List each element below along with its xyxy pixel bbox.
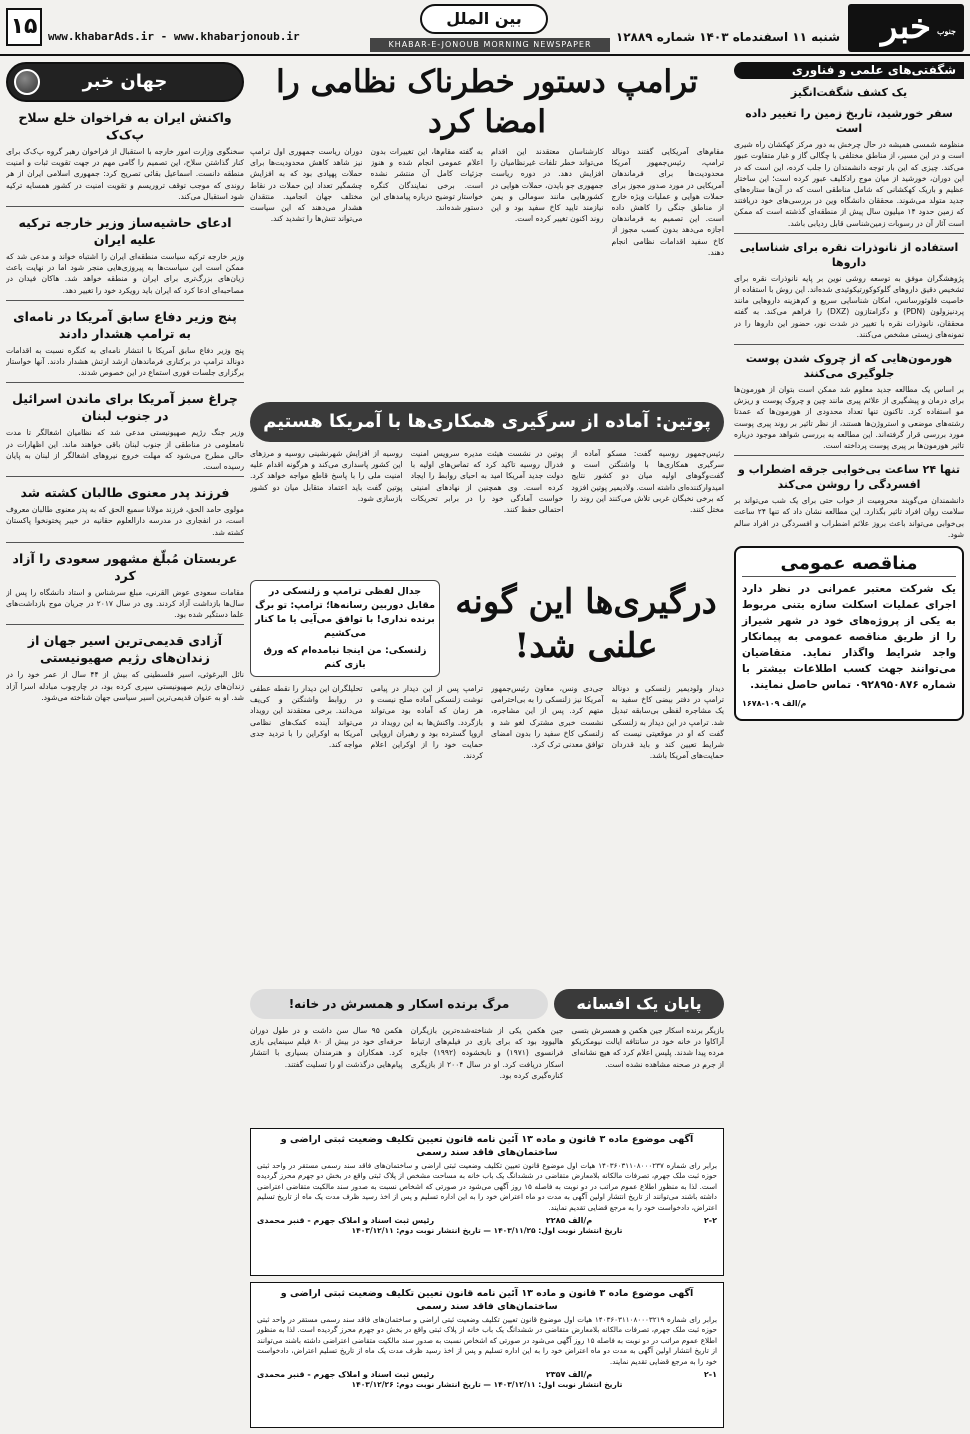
ad-code: م/الف ۲۲۸۵	[545, 1216, 593, 1226]
logo-subtext: جنوب	[936, 26, 956, 36]
ad-turn: ۲-۱	[703, 1370, 717, 1380]
hackman-banner-subtitle: مرگ برنده اسکار و همسرش در خانه!	[250, 989, 548, 1019]
tender-ad	[734, 546, 964, 721]
article-headline: ادعای حاشیه‌ساز وزیر خارجه ترکیه علیه ایران	[18, 215, 232, 248]
divider	[6, 476, 244, 477]
world-news-tab	[6, 62, 244, 102]
ad-footer	[257, 1370, 717, 1380]
article-body: پنج وزیر دفاع سابق آمریکا با انتشار نامه‌ای به کنگره نسبت به اقدامات دونالد ترامپ در برکناری فرماندهان ارشد ارتش هشدار دادند. آنها خواستار برگزاری جلسات فوری استماع در این خصوص شدند.	[6, 345, 244, 378]
article-body: نائل البرغوثی، اسیر فلسطینی که بیش از ۴۴ سال از عمر خود را در زندان‌های رژیم صهیونیستی سپری کرده بود، در چارچوب مبادله اسرا آزاد شد. او به عنوان قدیمی‌ترین اسیر سیاسی جهان شناخته می‌شود.	[6, 670, 244, 702]
ad-turn: ۲-۲	[703, 1216, 717, 1226]
article-headline: تنها ۲۴ ساعت بی‌خوابی جرقه اضطراب و افسردگی را روشن می‌کند	[738, 463, 960, 492]
article-body: وزیر خارجه ترکیه سیاست منطقه‌ای ایران را اشتباه خواند و مدعی شد که ممکن است این سیاست‌ها به پیروزی‌هایی منجر شود اما در نهایت باعث زیان‌های بزرگ‌تری برای ایران و منطقه خواهد شد. هاکان فیدان در مصاحبه‌ای ادعا کرد که ایران باید رویکرد خود را تغییر دهد.	[6, 252, 244, 295]
ad-footer	[257, 1216, 717, 1226]
article-body: منظومه شمسی همیشه در حال چرخش به دور مرکز کهکشان راه شیری است و در این مسیر، از مناطق مختلفی با چگالی گاز و غبار متفاوت عبور می‌کند. چیزی که این بار توجه دانشمندان را جلب کرده، این است که در این دوران، خورشید از میان موج رادکلیف عبور کرده است؛ این ساختار عظیم و باریک کهکشانی که شامل مناطقی است که در آن‌ها ستاره‌های جدید متولد می‌شوند. محققان دانشگاه وین در بررسی‌های خود دریافتند که زمین حدود ۱۴ میلیون سال پیش از منطقه‌ای گذشته است که ممکن است آثار آن در رسوبات زمین‌شناسی قابل ردیابی باشد.	[734, 140, 964, 228]
story-column: رئیس‌جمهور روسیه گفت: مسکو آماده از سرگیری همکاری‌ها با واشنگتن است و گفت‌وگوهای اولیه میان دو کشور نتایج امیدوارکننده‌ای داشته است. ولادیمیر پوتین افزود که برخی نخبگان غربی تلاش می‌کنند این روند را مختل کنند.	[571, 449, 724, 515]
globe-icon	[14, 69, 40, 95]
world-news-column	[6, 62, 244, 1426]
article-body: وزیر جنگ رژیم صهیونیستی مدعی شد که نظامیان اشغالگر تا مدت نامعلومی در مناطقی از جنوب لبنان باقی خواهند ماند. این اظهارات در حالی مطرح می‌شود که مهلت خروج نیروهای اشغالگر از لبنان به پایان رسیده است.	[6, 428, 244, 472]
logo-text: خبر	[880, 7, 932, 47]
divider	[6, 382, 244, 383]
divider	[6, 300, 244, 301]
putin-banner: پوتین: آماده از سرگیری همکاری‌ها با آمریکا هستیم	[250, 402, 724, 442]
article-body: مولوی حامد الحق، فرزند مولانا سمیع الحق که به پدر معنوی طالبان معروف است، در انفجاری در مدرسه دارالعلوم حقانیه در خیبر پختونخوا پاکستان کشته شد.	[6, 505, 244, 537]
main-headline: ترامپ دستور خطرناک نظامی را امضا کرد	[276, 64, 698, 140]
center-stories	[250, 62, 724, 1122]
story-column: دوران ریاست جمهوری اول ترامپ نیز شاهد کاهش محدودیت‌ها برای حملات پهپادی بود که به افزایش چشمگیر تعداد این حملات در نقاط مختلف جهان انجامید. منتقدان هشدار می‌دهند که این سیاست می‌تواند تنش‌ها را تشدید کند.	[250, 147, 363, 224]
hackman-banner	[250, 989, 724, 1019]
story-column: بازیگر برنده اسکار جین هکمن و همسرش بتسی آراکاوا در خانه خود در سانتافه ایالت نیومکزیکو مرده پیدا شدند. پلیس اعلام کرد که هیچ نشانه‌ای از جرم در صحنه مشاهده نشده است.	[571, 1026, 724, 1069]
divider	[734, 344, 964, 345]
hackman-story	[250, 1025, 724, 1121]
legal-ad	[250, 1282, 724, 1428]
divider	[734, 455, 964, 456]
newspaper-english-name: KHABAR-E-JONOUB MORNING NEWSPAPER	[370, 38, 610, 52]
divider	[734, 233, 964, 234]
legal-ad	[250, 1128, 724, 1276]
ad-code: م/الف ۲۳۵۷	[545, 1370, 593, 1380]
zelensky-headline-area	[448, 580, 724, 677]
article-headline: سفر خورشید، تاریخ زمین را تغییر داده است	[745, 107, 953, 136]
quote-text-2: زلنسکی: من اینجا نیامده‌ام که ورق بازی کنم	[263, 645, 427, 670]
section-title: بین الملل	[420, 4, 548, 34]
tender-title: مناقصه عمومی	[742, 552, 956, 577]
page-number: ۱۵	[6, 8, 42, 46]
zelensky-headline: درگیری‌ها این گونه علنی شد!	[455, 582, 717, 666]
ad-dates: تاریخ انتشار نوبت اول: ۱۴۰۳/۱۲/۱۱ — تاریخ انتشار نوبت دوم: ۱۴۰۳/۱۲/۲۶	[351, 1380, 623, 1390]
masthead	[0, 0, 970, 56]
story-column: جی‌دی ونس، معاون رئیس‌جمهور آمریکا نیز زلنسکی را به بی‌احترامی متهم کرد. پس از این مشاجره، نشست خبری مشترک لغو شد و زلنسکی کاخ سفید را بدون امضای توافق معدنی ترک کرد.	[491, 684, 604, 750]
ad-signer: رئیس ثبت اسناد و املاک جهرم - قنبر محمدی	[257, 1370, 435, 1380]
story-column: روسیه از افزایش شهرنشینی روسیه و مرزهای این کشور پاسداری می‌کند و هرگونه اقدام علیه امنیت ملی را با پاسخ قاطع مواجه خواهد کرد. پوتین گفت باید اعتماد متقابل میان دو کشور بازسازی شود.	[249, 449, 403, 503]
putin-story	[250, 448, 724, 574]
story-column: پوتین در نشست هیئت مدیره سرویس امنیت فدرال روسیه تاکید کرد که تماس‌های اولیه با دولت جدید آمریکا امید به احیای روابط را ایجاد کرده است. وی همچنین از نهادهای امنیتی خواست آمادگی خود را در برابر تحریکات احتمالی حفظ کنند.	[410, 449, 564, 515]
article-headline: چراغ سبز آمریکا برای ماندن اسرائیل در جنوب لبنان	[12, 391, 238, 424]
story-column: مقام‌های آمریکایی گفتند دونالد ترامپ، رئیس‌جمهور آمریکا محدودیت‌ها برای فرماندهان آمریکایی در مورد صدور مجوز برای حملات هوایی و عملیات ویژه خارج از مناطق جنگی را کاهش داده است. این تصمیم به فرماندهان اجازه می‌دهد بدون کسب مجوز از کاخ سفید اقدامات نظامی انجام دهند.	[611, 147, 724, 257]
science-section-tab: شگفتی‌های علمی و فناوری	[734, 62, 964, 79]
article-headline: واکنش ایران به فراخوان خلع سلاح پ‌ک‌ک	[18, 110, 232, 142]
trump-story	[250, 146, 724, 396]
story-column: دیدار ولودیمیر زلنسکی و دونالد ترامپ در دفتر بیضی کاخ سفید به یک مشاجره لفظی بی‌سابقه تبدیل شد. ترامپ در این دیدار به زلنسکی گفت که او در موقعیتی نیست که شرایط تعیین کند و باید قدردان حمایت‌های آمریکا باشد.	[611, 684, 724, 761]
hackman-banner-title: پایان یک افسانه	[554, 989, 724, 1019]
article-headline: عربستان مُبلّغ مشهور سعودی را آزاد کرد	[12, 550, 238, 583]
ad-dates: تاریخ انتشار نوبت اول: ۱۴۰۳/۱۱/۲۵ — تاریخ انتشار نوبت دوم: ۱۴۰۳/۱۲/۱۱	[351, 1226, 623, 1236]
article-headline: هورمون‌هایی که از چروک شدن پوست جلوگیری می‌کنند	[745, 352, 953, 381]
story-column: تحلیلگران این دیدار را نقطه عطفی در روابط واشنگتن و کی‌یف می‌دانند. برخی معتقدند این رویداد می‌تواند آینده کمک‌های نظامی آمریکا به اوکراین را با تردید جدی مواجه کند.	[250, 684, 363, 750]
ad-body: برابر رای شماره ۱۴۰۳۶۰۳۱۱۰۸۰۰۰۲۳۷ هیات اول موضوع قانون تعیین تکلیف وضعیت ثبتی اراضی و ساختمان‌های فاقد سند رسمی مستقر در واحد ثبتی حوزه ثبت ملک جهرم، تصرفات مالکانه بلامعارض متقاضی در ششدانگ یک باب خانه به مساحت مشخص از پلاک ثبتی واقع در بخش دو جهرم محرز گردیده است. لذا به منظور اطلاع عموم مراتب در دو نوبت به فاصله ۱۵ روز آگهی می‌شود در صورتی که اشخاص نسبت به صدور سند مالکیت متقاضی اعتراضی داشته باشند می‌توانند از تاریخ انتشار اولین آگهی به مدت دو ماه اعتراض خود را به این اداره تسلیم و پس از اخذ رسید ظرف مدت یک ماه از تاریخ تسلیم اعتراض، دادخواست خود را به مرجع قضایی تقدیم نمایند.	[257, 1161, 717, 1212]
story-column: کارشناسان معتقدند این اقدام می‌تواند خطر تلفات غیرنظامیان را افزایش دهد. در دوره ریاست جمهوری جو بایدن، حملات هوایی در کشورهایی مانند سومالی و یمن نیازمند تایید کاخ سفید بود و این روند اکنون تغییر کرده است.	[491, 147, 604, 224]
divider	[6, 542, 244, 543]
quote-box	[250, 580, 440, 677]
ad-title: آگهی موضوع ماده ۳ قانون و ماده ۱۳ آئین نامه قانون تعیین تکلیف وضعیت ثبتی اراضی و ساختمان‌های فاقد سند رسمی	[280, 1288, 694, 1312]
world-news-label: جهان خبر	[82, 71, 168, 92]
divider	[6, 206, 244, 207]
story-column: هکمن ۹۵ سال سن داشت و در طول دوران حرفه‌ای خود در بیش از ۸۰ فیلم سینمایی بازی کرد. همکاران و هنرمندان بسیاری با انتشار پیام‌هایی درگذشت او را تسلیت گفتند.	[249, 1026, 403, 1069]
article-body: پژوهشگران موفق به توسعه روشی نوین بر پایه نانوذرات نقره برای تشخیص دقیق داروهای گلوکوکورتیکوئیدی شده‌اند. این روش با استفاده از خاصیت فلوئورسانس، امکان شناسایی سریع و کم‌هزینه داروهایی مانند پردنیزولون (PDN) و دگزامتازون (DXZ) را فراهم می‌کند. به گفته محققان، نانوذرات نقره با تغییر در شدت نور، حضور این داروها را در نمونه‌های زیستی مشخص می‌کنند.	[734, 273, 964, 339]
article-headline: پنج وزیر دفاع سابق آمریکا در نامه‌ای به ترامپ هشدار دادند	[13, 308, 237, 341]
article-body: مقامات سعودی عوض القرنی، مبلغ سرشناس و استاد دانشگاه را پس از سال‌ها بازداشت آزاد کردند. وی در سال ۲۰۱۷ در جریان موج بازداشت‌های علما دستگیر شده بود.	[6, 587, 244, 620]
story-column: جین هکمن یکی از شناخته‌شده‌ترین بازیگران هالیوود بود که برای بازی در فیلم‌های ارتباط فرانسوی (۱۹۷۱) و نابخشوده (۱۹۹۲) جایزه اسکار دریافت کرد. او در سال ۲۰۰۴ از بازیگری کناره‌گیری کرده بود.	[410, 1026, 564, 1080]
divider	[6, 624, 244, 625]
article-body: بر اساس یک مطالعه جدید معلوم شد ممکن است بتوان از هورمون‌ها برای درمان و پیشگیری از علائم پیری مانند چین و چروک پوست و ریزش مو استفاده کرد. تاکنون تنها تعداد محدودی از هورمون‌ها که عمدتا رشته‌های موضعی و استروژن‌ها هستند، از نظر تاثیر بر روند پیری پوست مورد بررسی قرار گرفته‌اند. این مطالعه به بررسی شواهد موجود درباره تاثیر هورمون‌ها بر پیری پوست پرداخته است.	[734, 385, 964, 451]
tender-body: یک شرکت معتبر عمرانی در نظر دارد اجرای عملیات اسکلت سازه بتنی مربوط به یکی از پروژه‌های خود در شهر شیراز را از طریق مناقصه عمومی به پیمانکار واجد شرایط واگذار نماید. متقاضیان می‌توانند جهت کسب اطلاعات بیشتر با شماره ۰۹۲۸۹۵۰۸۷۶ تماس حاصل نمایند.	[742, 583, 956, 692]
article-headline: استفاده از نانوذرات نقره برای شناسایی داروها	[739, 240, 959, 269]
website-urls[interactable]: www.khabarAds.ir - www.khabarjonoub.ir	[48, 30, 300, 43]
tender-code: م/الف ۱۰۹-۱۶۷۸	[742, 699, 807, 709]
article-headline: یک کشف شگفت‌انگیز	[790, 86, 908, 100]
issue-date: شنبه ۱۱ اسفندماه ۱۴۰۳ شماره ۱۲۸۸۹	[615, 30, 840, 44]
quote-text: جدال لفظی ترامپ و زلنسکی در مقابل دوربین رسانه‌ها؛ ترامپ: تو برگ برنده نداری! با توافق می‌آیی یا ما کنار می‌کشیم	[255, 586, 435, 639]
article-body: سخنگوی وزارت امور خارجه با استقبال از فراخوان رهبر گروه پ‌ک‌ک برای کنار گذاشتن سلاح، این تصمیم را گامی مهم در جهت تقویت ثبات و امنیت منطقه دانست. اسماعیل بقائی تصریح کرد: جمهوری اسلامی ایران از هر روندی که موجب توقف تروریسم و تقویت امنیت در کشور همسایه ترکیه شود استقبال می‌کند.	[6, 147, 244, 201]
newspaper-logo[interactable]	[848, 4, 964, 52]
zelensky-quote-area	[250, 580, 440, 677]
ad-signer: رئیس ثبت اسناد و املاک جهرم - قنبر محمدی	[257, 1216, 435, 1226]
ad-title: آگهی موضوع ماده ۳ قانون و ماده ۱۳ آئین نامه قانون تعیین تکلیف وضعیت ثبتی اراضی و ساختمان‌های فاقد سند رسمی	[280, 1134, 694, 1158]
story-column: ترامپ پس از این دیدار در پیامی نوشت زلنسکی آماده صلح نیست و هر زمان که آماده بود می‌تواند بازگردد. واکنش‌ها به این رویداد در اروپا گسترده بود و رهبران اروپایی حمایت خود را از اوکراین اعلام کردند.	[370, 684, 483, 761]
article-headline: آزادی قدیمی‌ترین اسیر جهان از زندان‌های رژیم صهیونیستی	[27, 633, 223, 666]
zelensky-story	[250, 683, 724, 983]
science-column	[734, 62, 964, 1422]
ad-body: برابر رای شماره ۱۴۰۳۶۰۳۱۱۰۸۰۰۰۳۲۱۹ هیات اول موضوع قانون تعیین تکلیف وضعیت ثبتی اراضی و ساختمان‌های فاقد سند رسمی مستقر در واحد ثبتی حوزه ثبت ملک جهرم، تصرفات مالکانه بلامعارض متقاضی در ششدانگ یک باب خانه از پلاک ثبتی واقع در بخش دو جهرم محرز گردیده است. لذا به منظور اطلاع عموم مراتب در دو نوبت به فاصله ۱۵ روز آگهی می‌شود در صورتی که اشخاص نسبت به صدور سند مالکیت متقاضی اعتراضی داشته باشند می‌توانند از تاریخ انتشار اولین آگهی به مدت دو ماه اعتراض خود را به این اداره تسلیم و پس از اخذ رسید ظرف مدت یک ماه از تاریخ تسلیم اعتراض، دادخواست خود را به مرجع قضایی تقدیم نمایند.	[257, 1315, 717, 1366]
story-column: به گفته مقام‌ها، این تغییرات بدون اعلام عمومی انجام شده و هنوز جزئیات کامل آن منتشر نشده است. برخی نمایندگان کنگره خواستار توضیح درباره پیامدهای این دستور شده‌اند.	[370, 147, 483, 213]
article-body: دانشمندان می‌گویند محرومیت از خواب حتی برای یک شب می‌تواند بر سلامت روان افراد تاثیر بگذارد. این مطالعه نشان داد که تنها ۲۴ ساعت بی‌خوابی می‌تواند باعث بروز علائم اضطراب و افسردگی در افراد سالم شود.	[734, 496, 964, 539]
article-headline: فرزند پدر معنوی طالبان کشته شد	[20, 485, 230, 501]
zelensky-block	[250, 580, 724, 677]
